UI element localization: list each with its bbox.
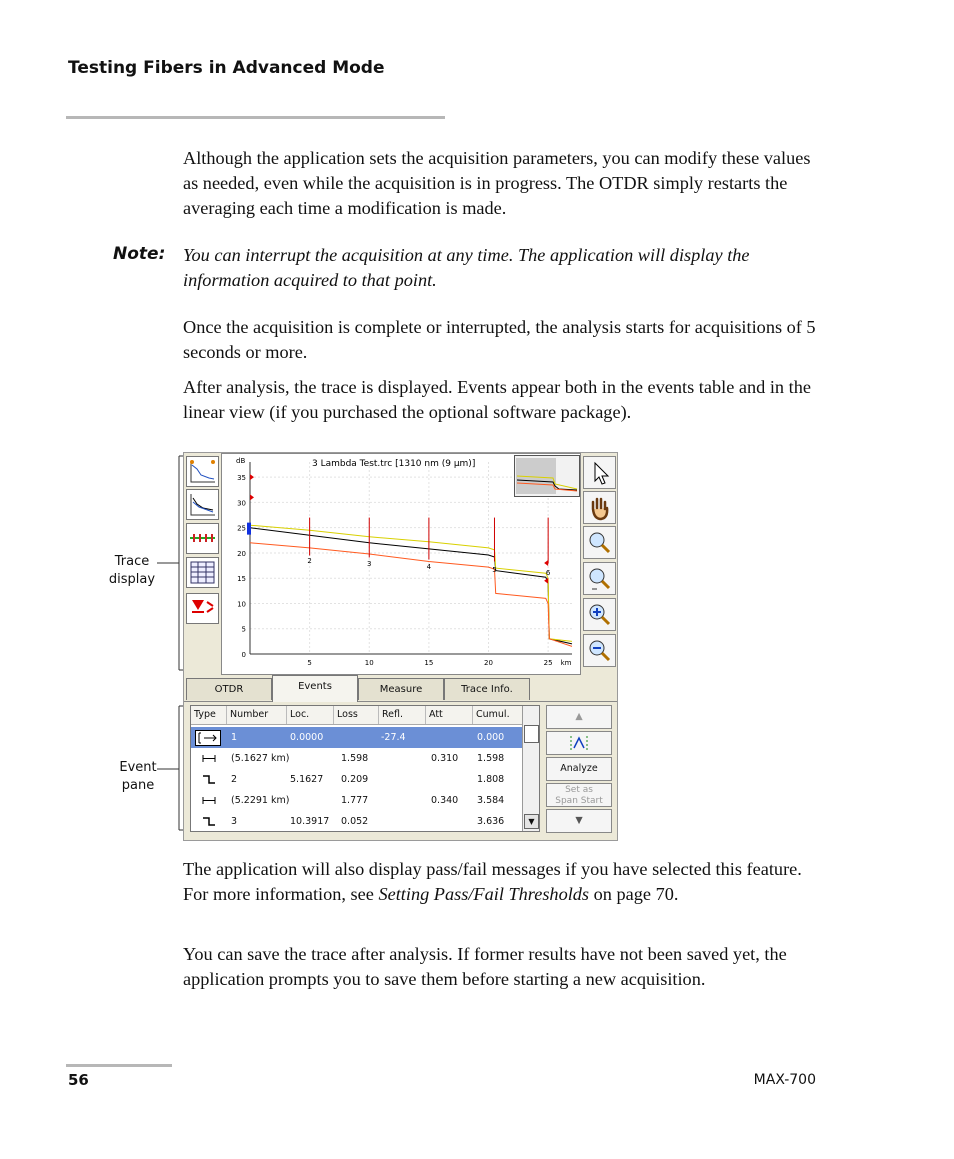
table-row[interactable] (191, 769, 524, 790)
x-tick-label: 25 (543, 659, 553, 667)
pan-button[interactable] (583, 491, 616, 524)
para-text: The application will also display pass/fail messages if you have selected this feature. For more information, see (183, 859, 802, 904)
callout-text: Trace (114, 554, 150, 569)
set-span-start-button[interactable] (546, 783, 612, 807)
x-tick-label: km (560, 659, 572, 667)
launch-icon (195, 730, 221, 746)
col-number[interactable]: Number (227, 706, 287, 724)
cell-loc: 5.1627 (290, 774, 324, 785)
table-row[interactable] (191, 748, 524, 769)
down-arrow-icon: ▼ (575, 815, 583, 826)
event-label: 2 (307, 557, 312, 566)
col-loss[interactable]: Loss (334, 706, 379, 724)
cell-loc: 0.0000 (290, 732, 324, 743)
col-refl[interactable]: Refl. (379, 706, 426, 724)
overview-thumbnail[interactable] (514, 455, 580, 497)
previous-event-button[interactable] (546, 705, 612, 729)
callout-text: Event (119, 760, 157, 775)
cell-loss: 1.777 (341, 795, 369, 806)
x-tick-label: 10 (364, 659, 374, 667)
cell-loss: 0.052 (341, 816, 369, 827)
trace-line (250, 528, 572, 644)
table-row[interactable] (191, 811, 524, 832)
zoom-in-icon (584, 599, 615, 630)
up-arrow-icon: ▲ (575, 711, 583, 722)
trace-view-button[interactable] (186, 456, 219, 487)
cell-att: 0.310 (431, 753, 459, 764)
cell-number: 1 (231, 732, 238, 743)
left-toolbar (184, 453, 221, 675)
scroll-thumb[interactable] (524, 725, 539, 743)
tab-measure[interactable]: Measure (358, 678, 444, 700)
overlay-icon (187, 490, 218, 519)
zoom-in-button[interactable] (583, 598, 616, 631)
product-model: MAX-700 (753, 1072, 816, 1088)
event-label: 3 (367, 560, 372, 569)
y-tick-label: 0 (241, 651, 246, 659)
button-label: Set as (565, 785, 593, 795)
trace-graph[interactable] (221, 453, 581, 675)
marker-triangle (250, 494, 254, 500)
event-label: 4 (426, 563, 432, 572)
zoom-fit-icon (584, 563, 615, 594)
y-tick-label: 10 (237, 600, 246, 609)
zoom-fit-button[interactable] (583, 562, 616, 595)
paragraph-3: After analysis, the trace is displayed. Events appear both in the events table and in the linear view (if you purchased the optional software package). (183, 377, 811, 422)
cell-cumul: 3.636 (477, 816, 505, 827)
table-view-button[interactable] (186, 557, 219, 588)
next-event-button[interactable] (546, 809, 612, 833)
step-icon (201, 811, 217, 840)
note-label: Note: (113, 244, 166, 264)
add-event-button[interactable] (546, 731, 612, 755)
callout-text: pane (121, 778, 155, 793)
cell-loc: 10.3917 (290, 816, 330, 827)
y-tick-label: 20 (237, 549, 246, 558)
cell-number: 3 (231, 816, 238, 827)
y-tick-label: 30 (237, 499, 246, 508)
tab-trace-info[interactable]: Trace Info. (444, 678, 530, 700)
event-button[interactable] (186, 593, 219, 624)
cell-loss: 0.209 (341, 774, 369, 785)
linear-view-button[interactable] (186, 523, 219, 554)
hand-icon (584, 492, 615, 523)
tab-bar (184, 675, 618, 702)
trace-overlay-button[interactable] (186, 489, 219, 520)
chart-title: 3 Lambda Test.trc [1310 nm (9 µm)] (312, 459, 476, 469)
start-marker (247, 523, 251, 535)
paragraph-4 (183, 857, 823, 907)
marker-triangle (250, 474, 254, 480)
col-att[interactable]: Att (426, 706, 473, 724)
event-label: 5 (492, 566, 497, 575)
cross-reference-link[interactable]: Setting Pass/Fail Thresholds (378, 884, 590, 904)
table-header (191, 706, 524, 725)
cell-number: (5.1627 km) (231, 753, 290, 764)
y-axis-label: dB (236, 457, 246, 465)
cell-cumul: 0.000 (477, 732, 505, 743)
trace-line (250, 525, 572, 641)
y-tick-label: 5 (241, 625, 246, 634)
cell-number: 2 (231, 774, 238, 785)
zoom-area-button[interactable] (583, 526, 616, 559)
cell-cumul: 1.808 (477, 774, 505, 785)
cell-att: 0.340 (431, 795, 459, 806)
paragraph-1: Although the application sets the acquisition parameters, you can modify these values as needed, even while the acquisition is in progress. The OTDR simply restarts the averaging each time a modification is made. (183, 148, 811, 218)
x-tick-label: 15 (424, 659, 434, 667)
zoom-out-button[interactable] (583, 634, 616, 667)
pointer-icon (584, 457, 615, 488)
table-icon (187, 558, 218, 587)
analyze-button[interactable]: Analyze (546, 757, 612, 781)
linear-view-icon (187, 524, 218, 553)
right-toolbar (581, 453, 618, 675)
paragraph-2: Once the acquisition is complete or interrupted, the analysis starts for acquisitions of 5 seconds or more. (183, 317, 816, 362)
event-pane-callout (108, 759, 168, 795)
event-label: 6 (545, 569, 551, 578)
laser-event-icon (187, 594, 218, 623)
events-table[interactable] (190, 705, 540, 832)
section-header: Testing Fibers in Advanced Mode (68, 58, 385, 78)
y-tick-label: 25 (237, 524, 246, 533)
tab-otdr[interactable]: OTDR (186, 678, 272, 700)
scroll-down-icon[interactable]: ▼ (524, 814, 539, 829)
x-tick-label: 5 (307, 659, 312, 667)
y-tick-label: 35 (237, 474, 246, 483)
col-loc[interactable]: Loc. (287, 706, 334, 724)
table-row[interactable] (191, 727, 524, 748)
trace-icon (187, 457, 218, 486)
table-scrollbar[interactable] (522, 706, 539, 831)
callout-text: display (108, 572, 156, 587)
cell-cumul: 1.598 (477, 753, 505, 764)
overview-trace (515, 456, 579, 496)
tab-events[interactable]: Events (272, 675, 358, 702)
col-type[interactable]: Type (191, 706, 227, 724)
marker-triangle (544, 560, 548, 566)
cell-refl: -27.4 (381, 732, 406, 743)
page-number: 56 (68, 1071, 89, 1089)
col-cumul[interactable]: Cumul. (473, 706, 524, 724)
paragraph-5: You can save the trace after analysis. If former results have not been saved yet, the application prompts you to save them before starting a new acquisition. (183, 944, 787, 989)
otdr-screenshot (183, 452, 618, 841)
note-text: You can interrupt the acquisition at any time. The application will display the information acquired to that point. (183, 245, 750, 290)
cell-number: (5.2291 km) (231, 795, 290, 806)
para-text: on page 70. (589, 884, 679, 904)
y-tick-label: 15 (237, 575, 246, 584)
x-tick-label: 20 (484, 659, 493, 667)
event-marker-icon (547, 732, 611, 754)
pointer-button[interactable] (583, 456, 616, 489)
cell-loss: 1.598 (341, 753, 369, 764)
zoom-area-icon (584, 527, 615, 558)
button-label: Span Start (555, 796, 603, 806)
footer-rule (66, 1064, 172, 1067)
table-row[interactable] (191, 790, 524, 811)
cell-cumul: 3.584 (477, 795, 505, 806)
zoom-out-icon (584, 635, 615, 666)
trace-line (250, 543, 572, 647)
